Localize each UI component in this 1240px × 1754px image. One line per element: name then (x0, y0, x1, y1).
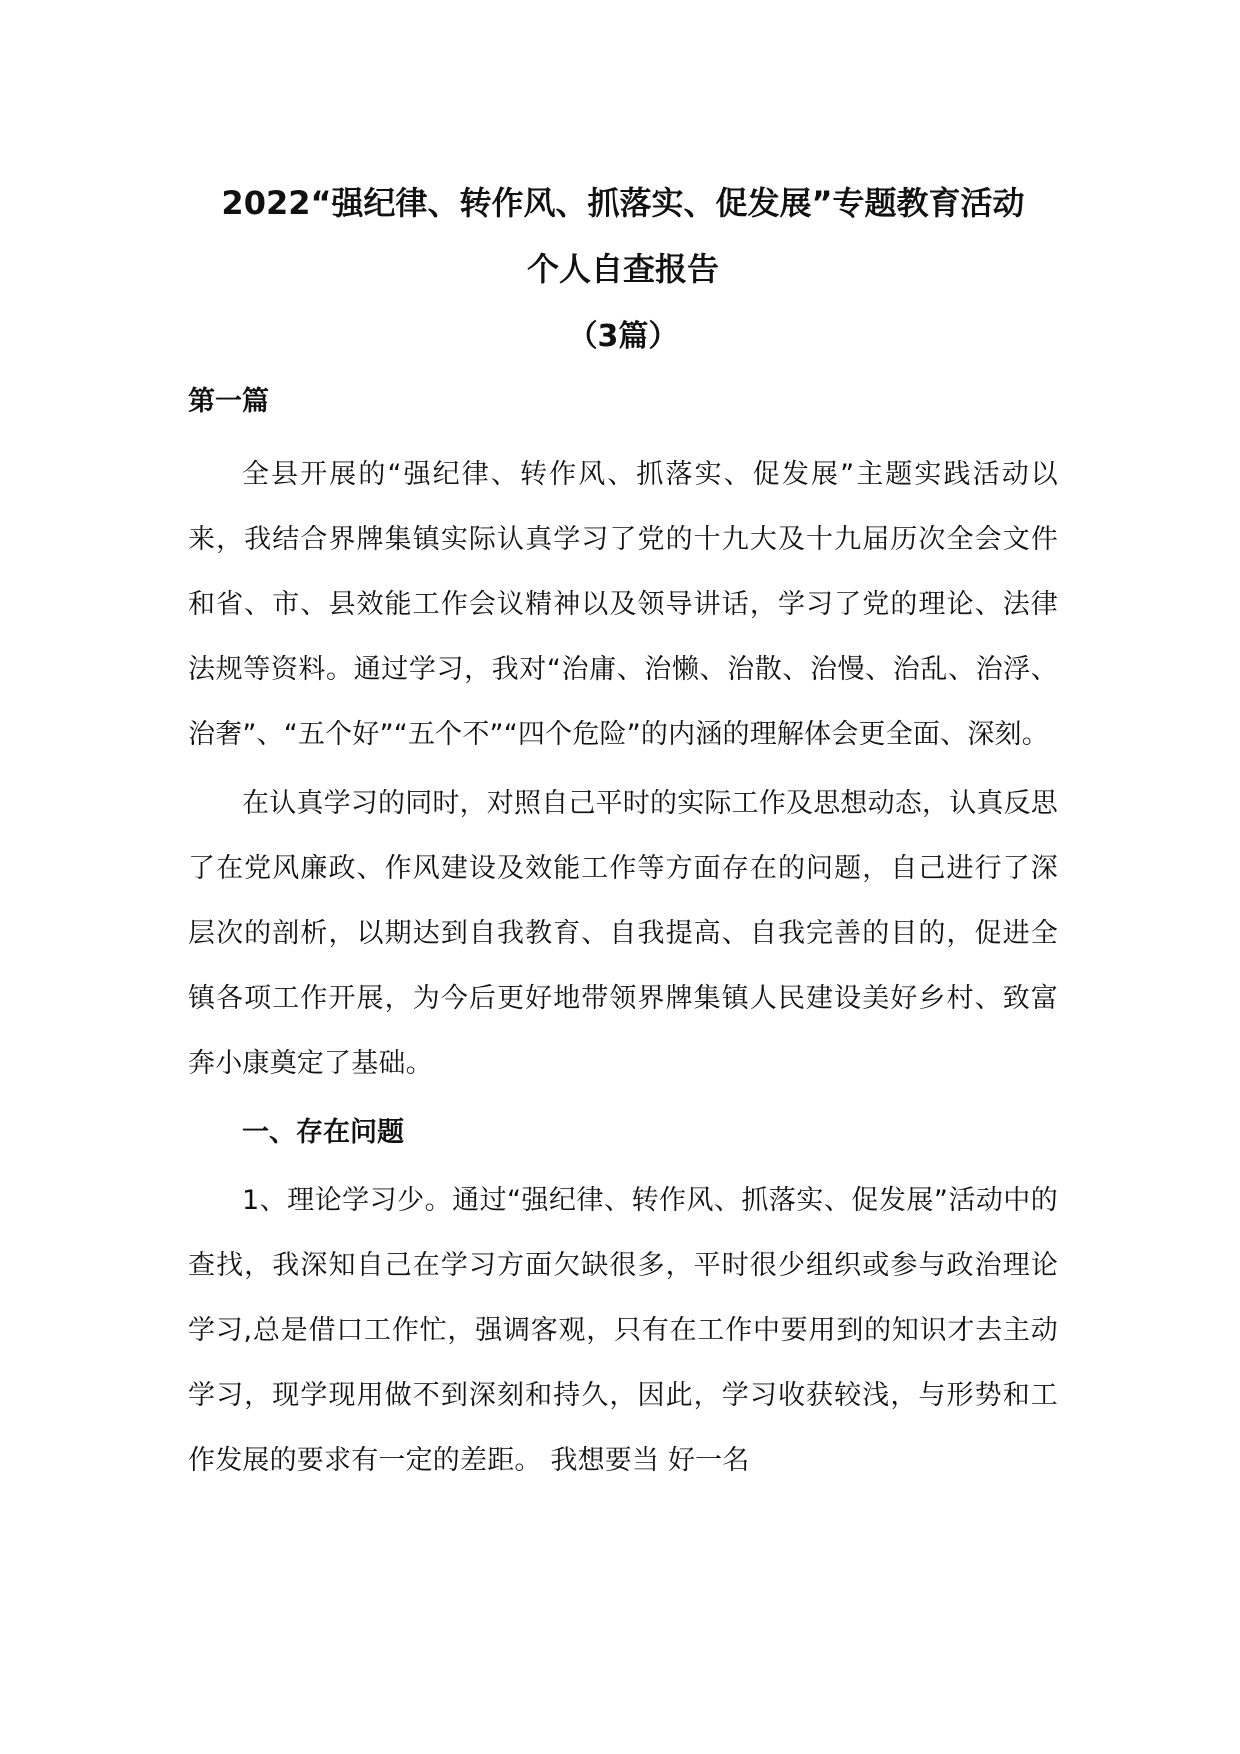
document-body (188, 170, 1058, 1493)
paragraph-2: 在认真学习的同时，对照自己平时的实际工作及思想动态，认真反思了在党风廉政、作风建设及效能工作等方面存在的问题，自己进行了深层次的剖析，以期达到自我教育、自我提高、自我完善的目的，促进全镇各项工作开展，为今后更好地带领界牌集镇人民建设美好乡村、致富奔小康奠定了基础。 (188, 788, 1058, 1079)
document-title-count: （3篇） (567, 319, 679, 354)
heading-existing-problems: 一、存在问题 (242, 1117, 404, 1148)
paragraph-1: 全县开展的“强纪律、转作风、抓落实、促发展”主题实践活动以来，我结合界牌集镇实际认真学习了党的十九大及十九届历次全会文件和省、市、县效能工作会议精神以及领导讲话，学习了党的理论、法律法规等资料。通过学习，我对“治庸、治懒、治散、治慢、治乱、治浮、治奢”、“五个好”“五个不”“四个危险”的内涵的理解体会更全面、深刻。 (188, 459, 1058, 750)
document-title-line-1: 2022“强纪律、转作风、抓落实、促发展”专题教育活动 (221, 184, 1025, 222)
document-title-line-2: 个人自查报告 (526, 250, 719, 288)
paragraph-3: 1、理论学习少。通过“强纪律、转作风、抓落实、促发展”活动中的查找，我深知自己在学习方面欠缺很多，平时很少组织或参与政治理论学习,总是借口工作忙，强调客观，只有在工作中要用到的知识才去主动学习，现学现用做不到深刻和持久，因此，学习收获较浅，与形势和工作发展的要求有一定的差距。 我想要当 好一名 (188, 1185, 1058, 1476)
section-label: 第一篇 (188, 386, 269, 417)
